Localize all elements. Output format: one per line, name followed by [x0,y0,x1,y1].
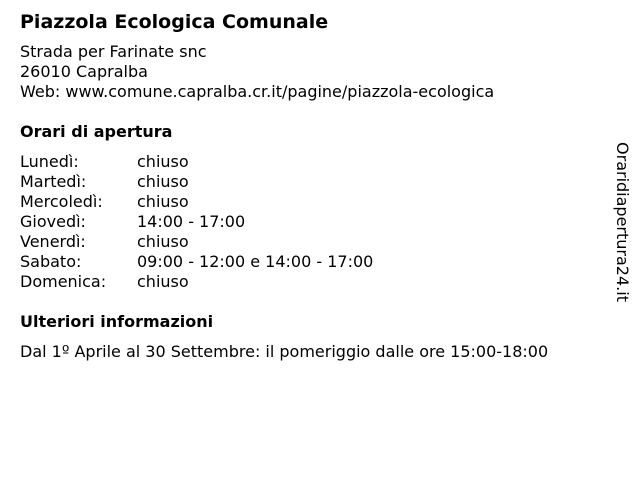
address-city: 26010 Capralba [20,62,148,81]
hours-row-thursday [20,212,610,232]
day-label: Mercoledì: [20,192,103,211]
hours-row-monday [20,152,610,172]
day-hours: chiuso [137,272,189,291]
day-hours: chiuso [137,152,189,171]
hours-row-sunday [20,272,610,292]
hours-row-saturday [20,252,610,272]
store-info-panel [20,8,610,362]
address-web: Web: www.comune.capralba.cr.it/pagine/piazzola-ecologica [20,82,495,101]
address-street: Strada per Farinate snc [20,42,207,61]
day-hours: 09:00 - 12:00 e 14:00 - 17:00 [137,252,374,271]
day-hours: 14:00 - 17:00 [137,212,246,231]
further-info-text: Dal 1º Aprile al 30 Settembre: il pomeriggio dalle ore 15:00-18:00 [20,342,549,361]
address-block [20,42,610,102]
day-label: Venerdì: [20,232,86,251]
day-label: Domenica: [20,272,107,291]
day-hours: chiuso [137,172,189,191]
day-label: Lunedì: [20,152,79,171]
day-hours: chiuso [137,232,189,251]
hours-row-friday [20,232,610,252]
hours-row-wednesday [20,192,610,212]
day-label: Sabato: [20,252,82,271]
opening-hours-heading: Orari di apertura [20,122,173,141]
day-label: Giovedì: [20,212,86,231]
further-info-heading: Ulteriori informazioni [20,312,214,331]
opening-hours-table [20,152,610,292]
page-title: Piazzola Ecologica Comunale [20,11,329,33]
site-watermark: Oraridiapertura24.it [613,142,632,302]
day-hours: chiuso [137,192,189,211]
hours-row-tuesday [20,172,610,192]
day-label: Martedì: [20,172,87,191]
